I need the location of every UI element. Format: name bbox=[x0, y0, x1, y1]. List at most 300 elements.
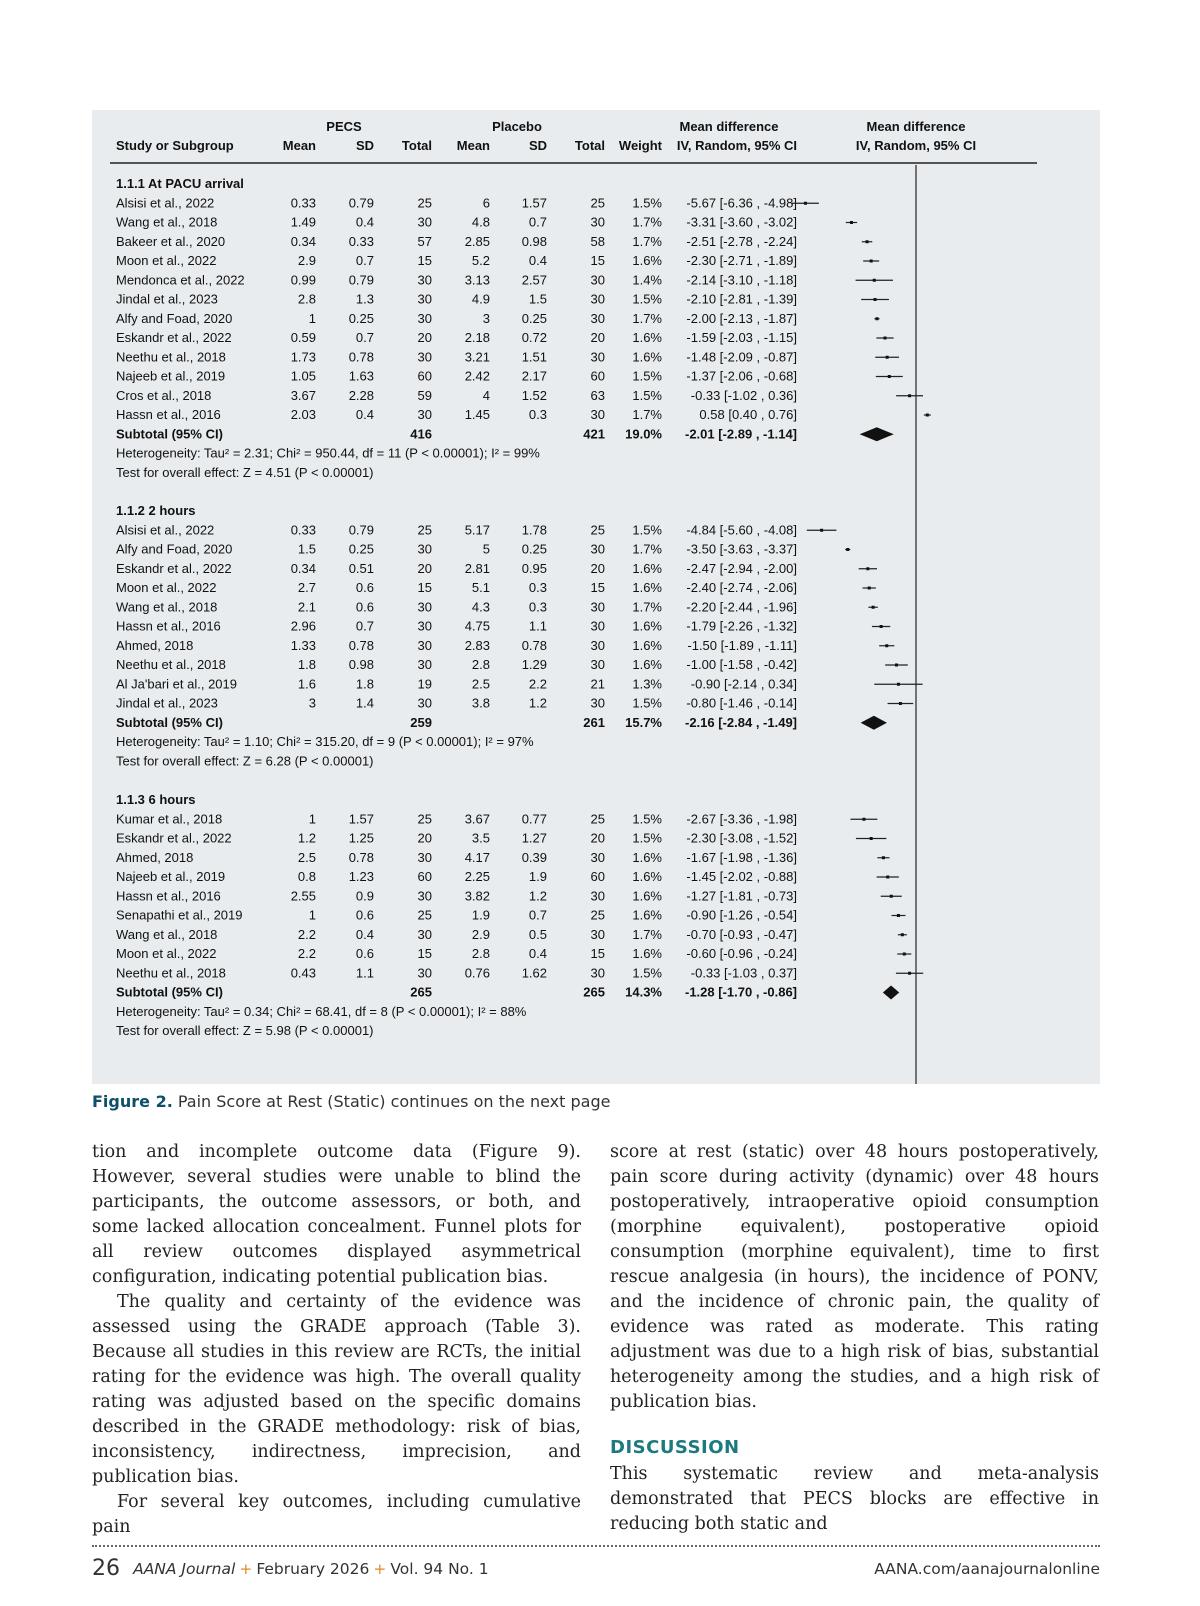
study-weight: 1.6% bbox=[632, 330, 662, 345]
placebo-mean: 5.2 bbox=[471, 253, 490, 268]
pecs-total: 30 bbox=[417, 407, 432, 422]
pecs-sd: 0.4 bbox=[355, 926, 374, 942]
overall-effect-text: Test for overall effect: Z = 4.51 (P < 0.00001) bbox=[116, 464, 374, 480]
separator-1: + bbox=[239, 1559, 253, 1578]
placebo-sd: 0.4 bbox=[528, 253, 547, 268]
study-ci: -0.90 [-1.26 , -0.54] bbox=[686, 907, 797, 923]
pecs-mean: 1.49 bbox=[290, 214, 316, 230]
study-point bbox=[926, 414, 929, 417]
left-column bbox=[92, 1140, 581, 1540]
placebo-total: 30 bbox=[590, 965, 605, 981]
overall-effect-text: Test for overall effect: Z = 6.28 (P < 0.00001) bbox=[116, 753, 374, 769]
placebo-sd: 0.25 bbox=[521, 541, 547, 557]
pecs-total: 15 bbox=[417, 946, 432, 961]
study-ci: -0.60 [-0.96 , -0.24] bbox=[686, 946, 797, 961]
placebo-total: 30 bbox=[590, 657, 605, 672]
pecs-sd: 0.78 bbox=[348, 637, 374, 653]
placebo-mean: 2.5 bbox=[471, 676, 490, 692]
header-study: Study or Subgroup bbox=[116, 138, 234, 153]
study-point bbox=[885, 644, 888, 647]
subtotal-diamond bbox=[883, 986, 899, 1000]
placebo-sd: 2.57 bbox=[521, 272, 547, 288]
study-name: Moon et al., 2022 bbox=[116, 253, 217, 268]
study-point bbox=[899, 702, 902, 705]
study-weight: 1.7% bbox=[632, 407, 662, 422]
separator-2: + bbox=[373, 1559, 387, 1578]
placebo-mean: 2.83 bbox=[464, 637, 490, 653]
study-ci: -1.45 [-2.02 , -0.88] bbox=[686, 869, 797, 884]
study-point bbox=[820, 529, 823, 532]
pecs-total: 30 bbox=[417, 599, 432, 615]
study-weight: 1.6% bbox=[632, 349, 662, 365]
pecs-total: 30 bbox=[417, 541, 432, 557]
study-name: Neethu et al., 2018 bbox=[116, 657, 226, 672]
placebo-mean: 4 bbox=[482, 387, 490, 403]
study-name: Alsisi et al., 2022 bbox=[116, 522, 215, 538]
placebo-total: 25 bbox=[590, 522, 605, 538]
placebo-total: 58 bbox=[590, 233, 605, 249]
pecs-sd: 0.6 bbox=[355, 599, 374, 615]
pecs-mean: 1.2 bbox=[297, 830, 316, 846]
placebo-total: 30 bbox=[590, 695, 605, 711]
pecs-mean: 1.5 bbox=[297, 541, 316, 557]
pecs-mean: 0.99 bbox=[290, 272, 316, 288]
placebo-mean: 3 bbox=[482, 310, 490, 326]
pecs-sd: 0.51 bbox=[348, 560, 374, 576]
study-weight: 1.5% bbox=[632, 522, 662, 538]
pecs-mean: 0.33 bbox=[290, 195, 316, 211]
subtotal-placebo-total: 261 bbox=[583, 714, 605, 730]
study-name: Moon et al., 2022 bbox=[116, 580, 217, 595]
header-pecs: PECS bbox=[326, 119, 362, 134]
footer-divider bbox=[92, 1545, 1100, 1547]
subtotal-pecs-total: 259 bbox=[410, 714, 432, 730]
study-weight: 1.6% bbox=[632, 560, 662, 576]
placebo-mean: 5.1 bbox=[471, 580, 490, 595]
placebo-mean: 2.8 bbox=[471, 657, 490, 672]
subtotal-label: Subtotal (95% CI) bbox=[116, 984, 223, 1000]
subtotal-ci: -1.28 [-1.70 , -0.86] bbox=[685, 984, 797, 1000]
study-ci: -2.67 [-3.36 , -1.98] bbox=[686, 811, 797, 827]
placebo-total: 20 bbox=[590, 830, 605, 846]
subtotal-diamond bbox=[861, 716, 887, 730]
header-sd-pecs: SD bbox=[355, 138, 374, 153]
study-ci: -0.70 [-0.93 , -0.47] bbox=[686, 926, 797, 942]
subtotal-weight: 19.0% bbox=[625, 426, 662, 442]
pecs-sd: 1.57 bbox=[348, 811, 374, 827]
study-weight: 1.6% bbox=[632, 657, 662, 672]
study-ci: -2.14 [-3.10 , -1.18] bbox=[686, 272, 797, 288]
placebo-sd: 0.3 bbox=[528, 599, 547, 615]
placebo-mean: 4.17 bbox=[464, 849, 490, 865]
figure-caption bbox=[92, 1092, 610, 1111]
study-ci: -2.20 [-2.44 , -1.96] bbox=[686, 599, 797, 615]
study-ci: -2.40 [-2.74 , -2.06] bbox=[686, 580, 797, 595]
placebo-sd: 0.3 bbox=[528, 580, 547, 595]
pecs-total: 15 bbox=[417, 580, 432, 595]
study-weight: 1.5% bbox=[632, 830, 662, 846]
placebo-sd: 1.52 bbox=[521, 387, 547, 403]
study-point bbox=[882, 856, 885, 859]
study-ci: -1.27 [-1.81 , -0.73] bbox=[686, 888, 797, 904]
placebo-sd: 1.27 bbox=[521, 830, 547, 846]
left-paragraph-1: tion and incomplete outcome data (Figure 9). However, several studies were unable to blind the participants, the outcome assessors, or both, and some lacked allocation concealment. Funnel plots for all review outcomes displayed asymmetrical configuration, indicating potential publication bias. bbox=[92, 1142, 581, 1287]
placebo-total: 15 bbox=[590, 580, 605, 595]
study-point bbox=[883, 337, 886, 340]
study-name: Alfy and Foad, 2020 bbox=[116, 541, 233, 557]
study-name: Mendonca et al., 2022 bbox=[116, 272, 245, 288]
placebo-sd: 0.95 bbox=[521, 560, 547, 576]
placebo-mean: 4.3 bbox=[471, 599, 490, 615]
study-point bbox=[870, 837, 873, 840]
placebo-mean: 0.76 bbox=[464, 965, 490, 981]
pecs-sd: 0.78 bbox=[348, 349, 374, 365]
placebo-sd: 1.78 bbox=[521, 522, 547, 538]
study-weight: 1.5% bbox=[632, 195, 662, 211]
study-name: Moon et al., 2022 bbox=[116, 946, 217, 961]
placebo-total: 30 bbox=[590, 407, 605, 422]
study-weight: 1.7% bbox=[632, 214, 662, 230]
subtotal-placebo-total: 421 bbox=[583, 426, 605, 442]
right-paragraph-2: This systematic review and meta-analysis demonstrated that PECS blocks are effective in reducing both static and bbox=[610, 1464, 1099, 1534]
study-point bbox=[873, 279, 876, 282]
pecs-total: 30 bbox=[417, 291, 432, 307]
placebo-mean: 6 bbox=[482, 195, 490, 211]
study-point bbox=[876, 317, 879, 320]
pecs-sd: 1.63 bbox=[348, 368, 374, 384]
forest-plot-figure bbox=[92, 110, 1100, 1084]
pecs-total: 30 bbox=[417, 657, 432, 672]
left-paragraph-3: For several key outcomes, including cumulative pain bbox=[92, 1492, 581, 1537]
pecs-total: 20 bbox=[417, 830, 432, 846]
study-name: Jindal et al., 2023 bbox=[116, 291, 218, 307]
header-mean-difference: Mean difference bbox=[679, 119, 779, 134]
pecs-total: 30 bbox=[417, 926, 432, 942]
study-weight: 1.6% bbox=[632, 580, 662, 595]
study-point bbox=[866, 567, 869, 570]
placebo-mean: 2.42 bbox=[464, 368, 490, 384]
study-ci: -2.00 [-2.13 , -1.87] bbox=[686, 310, 797, 326]
pecs-mean: 1.8 bbox=[297, 657, 316, 672]
study-ci: -2.10 [-2.81 , -1.39] bbox=[686, 291, 797, 307]
placebo-mean: 2.81 bbox=[464, 560, 490, 576]
placebo-sd: 0.72 bbox=[521, 330, 547, 345]
header-mean-pecs: Mean bbox=[282, 138, 316, 153]
placebo-sd: 0.3 bbox=[528, 407, 547, 422]
placebo-total: 21 bbox=[590, 676, 605, 692]
study-point bbox=[908, 394, 911, 397]
study-ci: -1.79 [-2.26 , -1.32] bbox=[686, 618, 797, 634]
study-point bbox=[890, 895, 893, 898]
volume-number: Vol. 94 No. 1 bbox=[390, 1559, 489, 1578]
placebo-total: 25 bbox=[590, 907, 605, 923]
pecs-mean: 0.59 bbox=[290, 330, 316, 345]
overall-effect-text: Test for overall effect: Z = 5.98 (P < 0.00001) bbox=[116, 1023, 374, 1038]
pecs-mean: 2.2 bbox=[297, 946, 316, 961]
placebo-mean: 4.8 bbox=[471, 214, 490, 230]
placebo-total: 30 bbox=[590, 349, 605, 365]
study-ci: -2.30 [-2.71 , -1.89] bbox=[686, 253, 797, 268]
subtotal-pecs-total: 265 bbox=[410, 984, 432, 1000]
pecs-total: 30 bbox=[417, 695, 432, 711]
pecs-mean: 1.05 bbox=[290, 368, 316, 384]
subtotal-weight: 14.3% bbox=[625, 984, 662, 1000]
placebo-mean: 5 bbox=[482, 541, 490, 557]
left-paragraph-2: The quality and certainty of the evidence was assessed using the GRADE approach (Table 3). Because all studies in this review are RCTs, the initial rating for the evidence was high. The overall quality rating was adjusted based on the specific domains described in the GRADE methodology: risk of bias, inconsistency, indirectness, imprecision, and publication bias. bbox=[92, 1292, 581, 1487]
placebo-total: 20 bbox=[590, 330, 605, 345]
placebo-sd: 0.7 bbox=[528, 907, 547, 923]
study-name: Hassn et al., 2016 bbox=[116, 407, 221, 422]
right-column bbox=[610, 1140, 1099, 1537]
pecs-sd: 0.79 bbox=[348, 522, 374, 538]
placebo-total: 30 bbox=[590, 310, 605, 326]
study-name: Alsisi et al., 2022 bbox=[116, 195, 215, 211]
pecs-mean: 0.43 bbox=[290, 965, 316, 981]
study-weight: 1.5% bbox=[632, 811, 662, 827]
pecs-mean: 1.73 bbox=[290, 349, 316, 365]
placebo-total: 63 bbox=[590, 387, 605, 403]
study-point bbox=[870, 260, 873, 263]
placebo-sd: 0.4 bbox=[528, 946, 547, 961]
pecs-mean: 2.1 bbox=[297, 599, 316, 615]
placebo-sd: 1.62 bbox=[521, 965, 547, 981]
caption-text: Pain Score at Rest (Static) continues on the next page bbox=[172, 1092, 611, 1111]
study-name: Eskandr et al., 2022 bbox=[116, 330, 232, 345]
study-point bbox=[901, 933, 904, 936]
study-weight: 1.5% bbox=[632, 387, 662, 403]
study-weight: 1.6% bbox=[632, 869, 662, 884]
study-name: Eskandr et al., 2022 bbox=[116, 560, 232, 576]
pecs-total: 30 bbox=[417, 349, 432, 365]
header-ci-plot: IV, Random, 95% CI bbox=[855, 138, 977, 153]
study-point bbox=[850, 221, 853, 224]
page-footer bbox=[92, 1556, 1100, 1581]
study-weight: 1.6% bbox=[632, 946, 662, 961]
study-weight: 1.5% bbox=[632, 965, 662, 981]
pecs-sd: 0.79 bbox=[348, 272, 374, 288]
study-ci: -2.51 [-2.78 , -2.24] bbox=[686, 233, 797, 249]
pecs-total: 20 bbox=[417, 560, 432, 576]
pecs-total: 20 bbox=[417, 330, 432, 345]
placebo-mean: 1.9 bbox=[471, 907, 490, 923]
study-name: Bakeer et al., 2020 bbox=[116, 233, 226, 249]
pecs-sd: 0.7 bbox=[355, 330, 374, 345]
pecs-mean: 0.8 bbox=[297, 869, 316, 884]
discussion-heading: DISCUSSION bbox=[610, 1437, 740, 1458]
pecs-mean: 1 bbox=[308, 310, 316, 326]
study-point bbox=[862, 818, 865, 821]
placebo-sd: 1.51 bbox=[521, 349, 547, 365]
study-name: Najeeb et al., 2019 bbox=[116, 368, 226, 384]
pecs-sd: 2.28 bbox=[348, 387, 374, 403]
placebo-total: 25 bbox=[590, 195, 605, 211]
study-point bbox=[886, 356, 889, 359]
pecs-sd: 0.6 bbox=[355, 580, 374, 595]
pecs-mean: 0.33 bbox=[290, 522, 316, 538]
pecs-sd: 0.6 bbox=[355, 907, 374, 923]
study-ci: -3.50 [-3.63 , -3.37] bbox=[686, 541, 797, 557]
pecs-mean: 1.33 bbox=[290, 637, 316, 653]
journal-url[interactable]: AANA.com/aanajournalonline bbox=[874, 1560, 1100, 1578]
placebo-mean: 5.17 bbox=[464, 522, 490, 538]
placebo-sd: 0.98 bbox=[521, 233, 547, 249]
journal-info bbox=[133, 1560, 489, 1578]
placebo-sd: 0.7 bbox=[528, 214, 547, 230]
header-total-placebo: Total bbox=[574, 138, 605, 153]
pecs-sd: 0.78 bbox=[348, 849, 374, 865]
pecs-sd: 0.4 bbox=[355, 407, 374, 422]
subtotal-label: Subtotal (95% CI) bbox=[116, 714, 223, 730]
placebo-sd: 0.25 bbox=[521, 310, 547, 326]
study-point bbox=[886, 876, 889, 879]
study-ci: -3.31 [-3.60 , -3.02] bbox=[686, 214, 797, 230]
placebo-total: 60 bbox=[590, 368, 605, 384]
heterogeneity-text: Heterogeneity: Tau² = 1.10; Chi² = 315.20, df = 9 (P < 0.00001); I² = 97% bbox=[116, 734, 534, 749]
study-point bbox=[895, 664, 898, 667]
study-weight: 1.6% bbox=[632, 618, 662, 634]
pecs-sd: 0.98 bbox=[348, 657, 374, 672]
header-placebo: Placebo bbox=[492, 119, 542, 134]
heterogeneity-text: Heterogeneity: Tau² = 0.34; Chi² = 68.41, df = 8 (P < 0.00001); I² = 88% bbox=[116, 1003, 527, 1019]
study-ci: -0.33 [-1.02 , 0.36] bbox=[690, 387, 797, 403]
study-ci: -4.84 [-5.60 , -4.08] bbox=[686, 522, 797, 538]
pecs-total: 25 bbox=[417, 811, 432, 827]
study-point bbox=[846, 548, 849, 551]
pecs-total: 30 bbox=[417, 965, 432, 981]
placebo-total: 30 bbox=[590, 637, 605, 653]
placebo-total: 15 bbox=[590, 946, 605, 961]
study-ci: -1.59 [-2.03 , -1.15] bbox=[686, 330, 797, 345]
study-name: Hassn et al., 2016 bbox=[116, 618, 221, 634]
pecs-sd: 1.3 bbox=[355, 291, 374, 307]
placebo-total: 30 bbox=[590, 541, 605, 557]
study-point bbox=[804, 202, 807, 205]
pecs-total: 57 bbox=[417, 233, 432, 249]
placebo-sd: 1.2 bbox=[528, 695, 547, 711]
placebo-total: 15 bbox=[590, 253, 605, 268]
subgroup-title: 1.1.3 6 hours bbox=[116, 792, 196, 807]
placebo-mean: 4.75 bbox=[464, 618, 490, 634]
study-point bbox=[888, 375, 891, 378]
header-mean-difference-plot: Mean difference bbox=[866, 119, 966, 134]
study-weight: 1.6% bbox=[632, 637, 662, 653]
placebo-total: 60 bbox=[590, 869, 605, 884]
placebo-total: 30 bbox=[590, 888, 605, 904]
placebo-mean: 2.18 bbox=[464, 330, 490, 345]
pecs-total: 25 bbox=[417, 522, 432, 538]
study-name: Senapathi et al., 2019 bbox=[116, 907, 243, 923]
pecs-mean: 1 bbox=[308, 811, 316, 827]
pecs-total: 15 bbox=[417, 253, 432, 268]
page-number: 26 bbox=[92, 1556, 120, 1581]
placebo-total: 30 bbox=[590, 599, 605, 615]
study-point bbox=[868, 587, 871, 590]
placebo-mean: 3.8 bbox=[471, 695, 490, 711]
pecs-mean: 0.34 bbox=[290, 560, 316, 576]
study-ci: -1.37 [-2.06 , -0.68] bbox=[686, 368, 797, 384]
pecs-mean: 2.5 bbox=[297, 849, 316, 865]
placebo-sd: 1.5 bbox=[528, 291, 547, 307]
pecs-sd: 0.33 bbox=[348, 233, 374, 249]
placebo-mean: 2.25 bbox=[464, 869, 490, 884]
study-ci: -5.67 [-6.36 , -4.98] bbox=[686, 195, 797, 211]
pecs-sd: 1.4 bbox=[355, 695, 374, 711]
study-ci: 0.58 [0.40 , 0.76] bbox=[699, 407, 797, 422]
study-name: Wang et al., 2018 bbox=[116, 214, 218, 230]
pecs-mean: 2.96 bbox=[290, 618, 316, 634]
study-name: Najeeb et al., 2019 bbox=[116, 869, 226, 884]
study-ci: -1.48 [-2.09 , -0.87] bbox=[686, 349, 797, 365]
placebo-sd: 0.39 bbox=[521, 849, 547, 865]
study-weight: 1.7% bbox=[632, 310, 662, 326]
placebo-total: 30 bbox=[590, 618, 605, 634]
issue-date: February 2026 bbox=[256, 1559, 370, 1578]
study-weight: 1.7% bbox=[632, 926, 662, 942]
placebo-total: 25 bbox=[590, 811, 605, 827]
placebo-mean: 3.67 bbox=[464, 811, 490, 827]
study-name: Neethu et al., 2018 bbox=[116, 965, 226, 981]
placebo-sd: 1.9 bbox=[528, 869, 547, 884]
caption-label: Figure 2. bbox=[92, 1092, 173, 1111]
study-point bbox=[903, 953, 906, 956]
placebo-sd: 2.2 bbox=[528, 676, 547, 692]
header-total-pecs: Total bbox=[401, 138, 432, 153]
pecs-mean: 0.34 bbox=[290, 233, 316, 249]
study-point bbox=[874, 298, 877, 301]
pecs-total: 59 bbox=[417, 387, 432, 403]
study-name: Wang et al., 2018 bbox=[116, 599, 218, 615]
study-ci: -2.30 [-3.08 , -1.52] bbox=[686, 830, 797, 846]
study-weight: 1.7% bbox=[632, 233, 662, 249]
placebo-mean: 2.85 bbox=[464, 233, 490, 249]
study-ci: -0.80 [-1.46 , -0.14] bbox=[686, 695, 797, 711]
subtotal-pecs-total: 416 bbox=[410, 426, 432, 442]
study-name: Cros et al., 2018 bbox=[116, 387, 212, 403]
pecs-mean: 2.55 bbox=[290, 888, 316, 904]
pecs-sd: 1.8 bbox=[355, 676, 374, 692]
pecs-mean: 3.67 bbox=[290, 387, 316, 403]
study-ci: -1.00 [-1.58 , -0.42] bbox=[686, 657, 797, 672]
placebo-mean: 2.8 bbox=[471, 946, 490, 961]
study-name: Al Ja'bari et al., 2019 bbox=[116, 676, 237, 692]
placebo-sd: 0.78 bbox=[521, 637, 547, 653]
pecs-sd: 0.4 bbox=[355, 214, 374, 230]
study-point bbox=[872, 606, 875, 609]
pecs-total: 30 bbox=[417, 310, 432, 326]
study-weight: 1.6% bbox=[632, 888, 662, 904]
placebo-sd: 0.5 bbox=[528, 926, 547, 942]
placebo-total: 30 bbox=[590, 214, 605, 230]
subtotal-ci: -2.16 [-2.84 , -1.49] bbox=[685, 714, 797, 730]
subtotal-diamond bbox=[860, 427, 894, 441]
study-weight: 1.4% bbox=[632, 272, 662, 288]
pecs-sd: 0.25 bbox=[348, 310, 374, 326]
study-ci: -1.67 [-1.98 , -1.36] bbox=[686, 849, 797, 865]
pecs-mean: 2.9 bbox=[297, 253, 316, 268]
header-sd-placebo: SD bbox=[528, 138, 547, 153]
placebo-mean: 3.5 bbox=[471, 830, 490, 846]
pecs-total: 30 bbox=[417, 618, 432, 634]
study-ci: -0.33 [-1.03 , 0.37] bbox=[690, 965, 797, 981]
right-paragraph-1: score at rest (static) over 48 hours postoperatively, pain score during activity (dynamic) over 48 hours postoperatively, intraoperative opioid consumption (morphine equivalent), postoperative opioid consumption (morphine equivalent), time to first rescue analgesia (in hours), the incidence of PONV, and the incidence of chronic pain, the quality of evidence was rated as moderate. This rating adjustment was due to a high risk of bias, substantial heterogeneity among the studies, and a high risk of publication bias. bbox=[610, 1142, 1099, 1412]
placebo-mean: 1.45 bbox=[464, 407, 490, 422]
study-point bbox=[897, 683, 900, 686]
pecs-mean: 3 bbox=[308, 695, 316, 711]
study-name: Eskandr et al., 2022 bbox=[116, 830, 232, 846]
journal-name: AANA Journal bbox=[133, 1559, 236, 1578]
placebo-total: 30 bbox=[590, 272, 605, 288]
placebo-sd: 2.17 bbox=[521, 368, 547, 384]
